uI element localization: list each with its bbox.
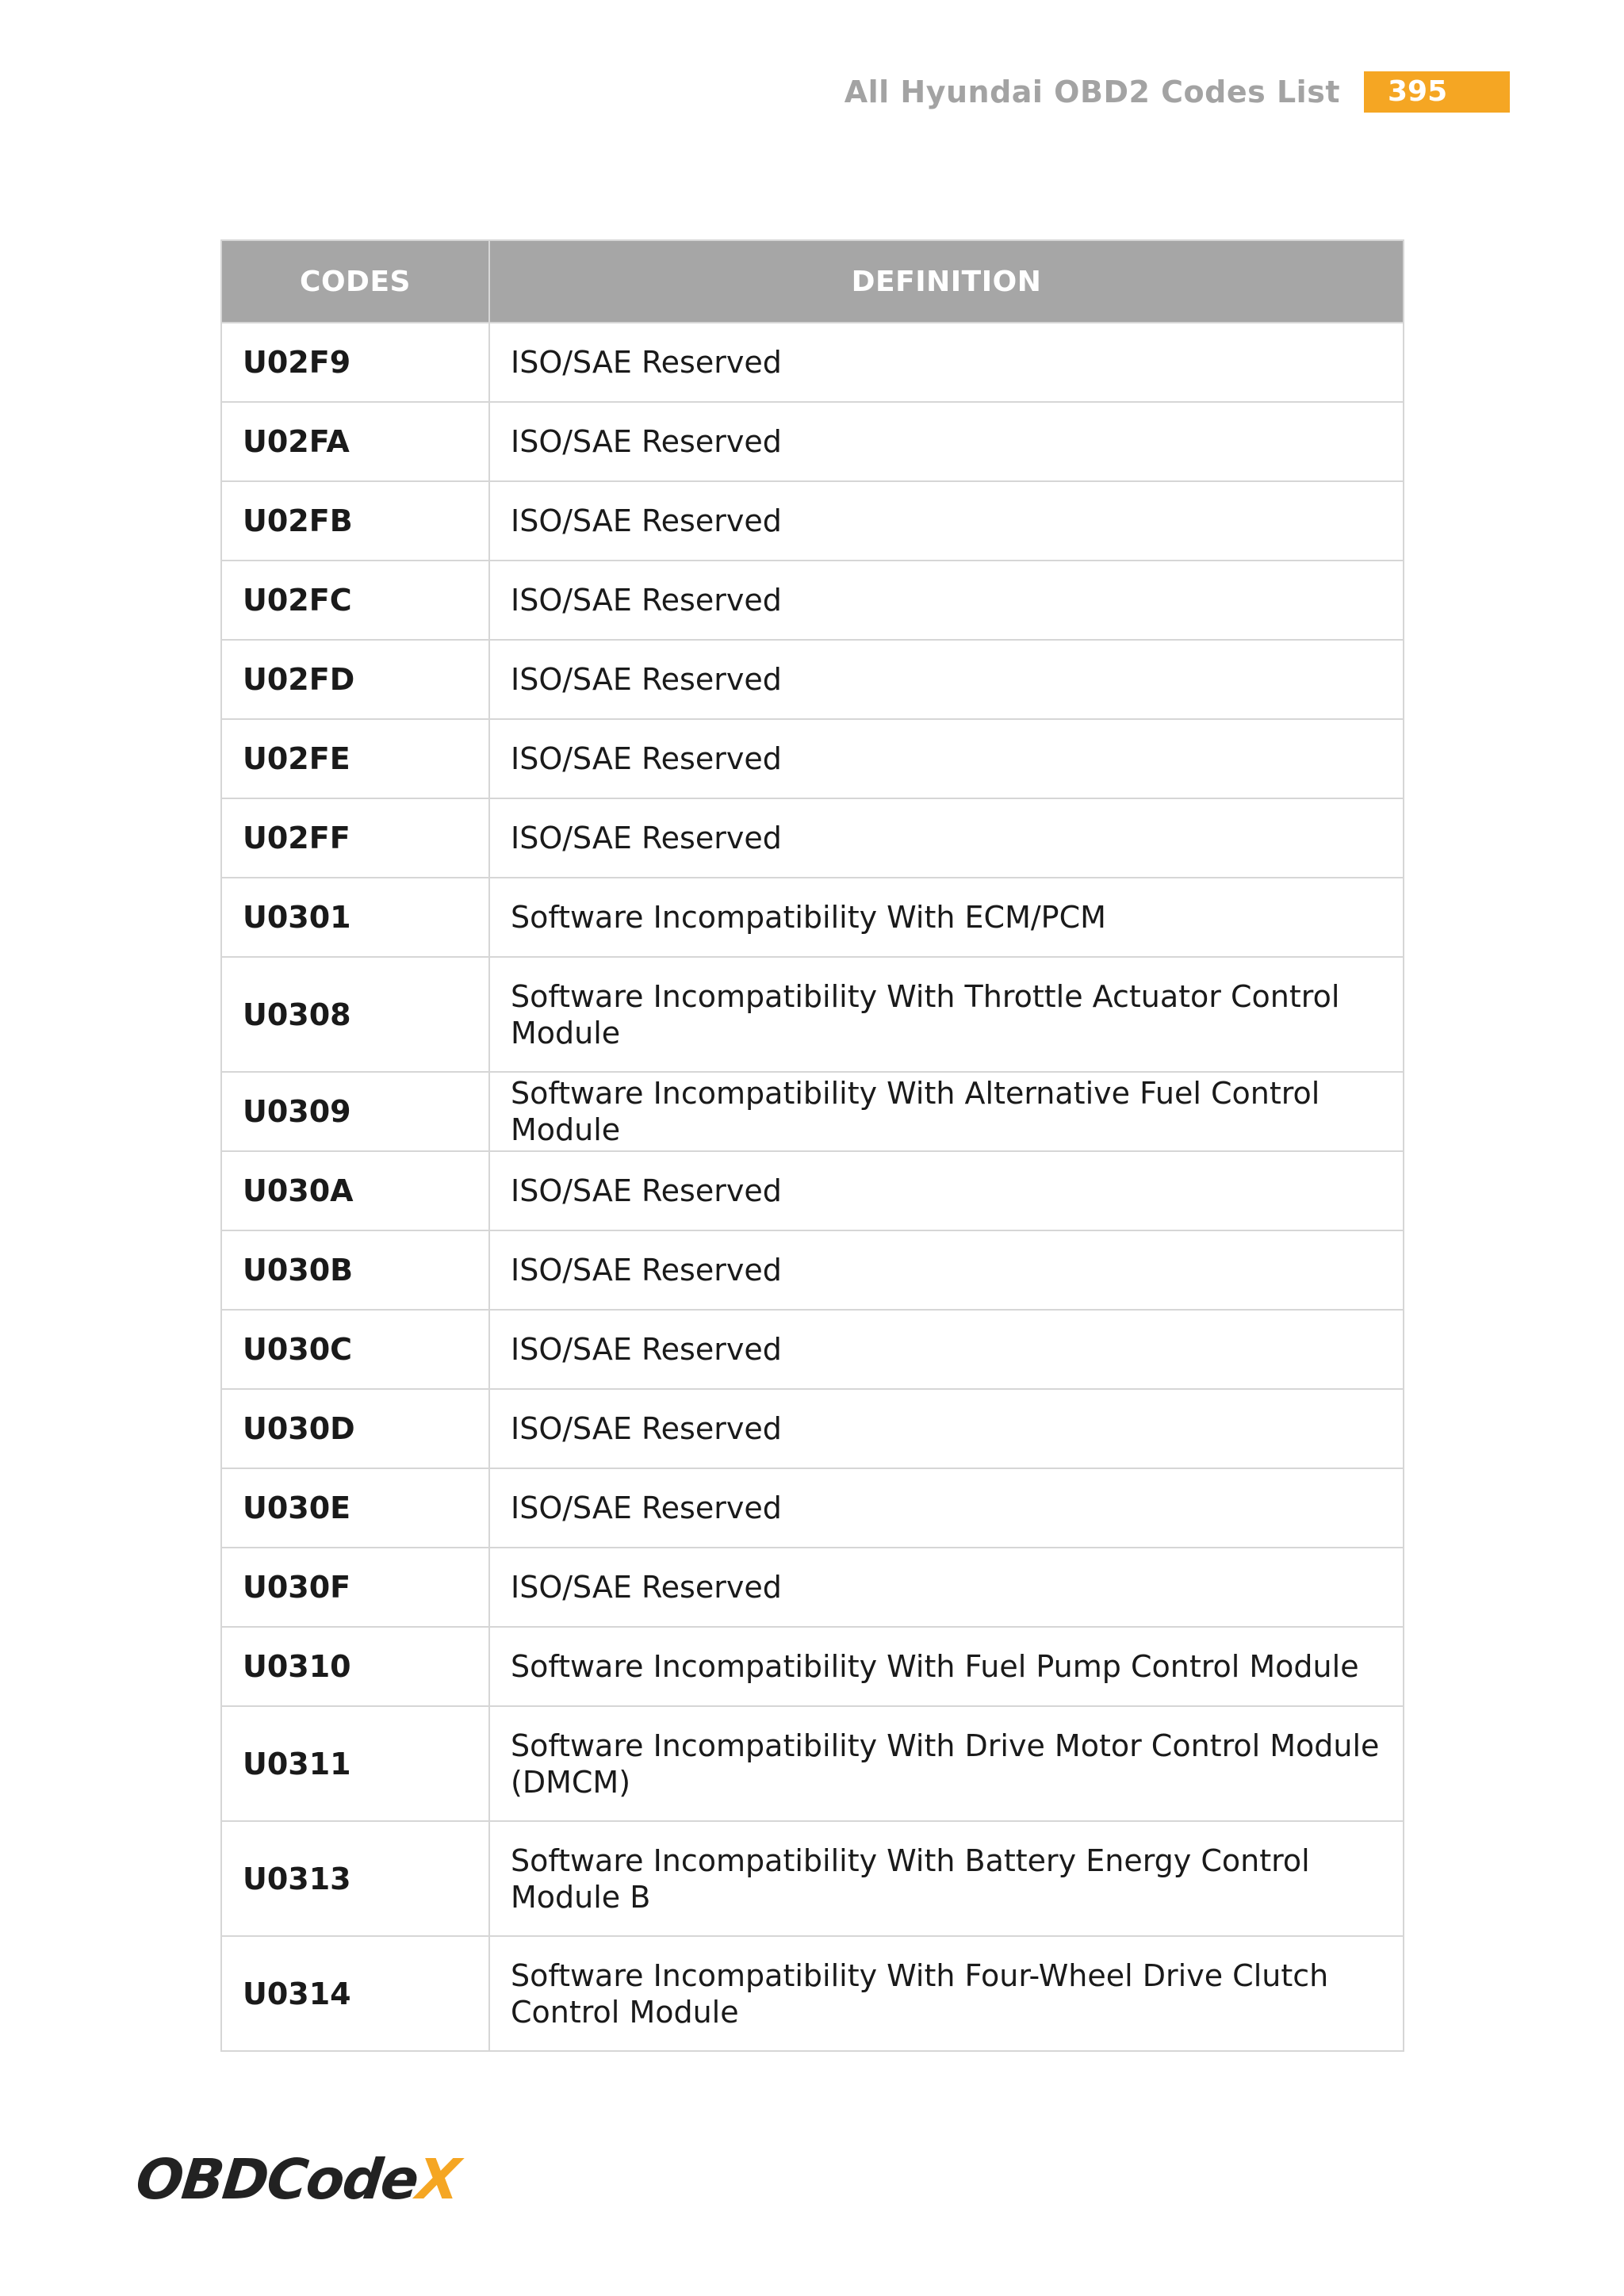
table-row: [221, 1310, 1404, 1389]
codes-table: [220, 239, 1404, 2052]
code-cell: U030A: [221, 1151, 489, 1230]
table-row: [221, 1548, 1404, 1627]
code-cell: U030B: [221, 1230, 489, 1310]
code-cell: U030E: [221, 1468, 489, 1548]
table-row: [221, 719, 1404, 798]
definition-cell: ISO/SAE Reserved: [489, 1548, 1404, 1627]
definition-cell: Software Incompatibility With Drive Motor Control Module (DMCM): [489, 1706, 1404, 1821]
code-cell: U0311: [221, 1706, 489, 1821]
definition-cell: ISO/SAE Reserved: [489, 323, 1404, 402]
code-cell: U0314: [221, 1936, 489, 2051]
page-number-badge: 395: [1364, 71, 1510, 113]
table-row: [221, 1627, 1404, 1706]
table-row: [221, 1468, 1404, 1548]
definition-cell: ISO/SAE Reserved: [489, 798, 1404, 878]
definition-cell: Software Incompatibility With Fuel Pump Control Module: [489, 1627, 1404, 1706]
table-row: [221, 1230, 1404, 1310]
code-cell: U02FC: [221, 561, 489, 640]
definition-cell: ISO/SAE Reserved: [489, 1468, 1404, 1548]
table-row: [221, 323, 1404, 402]
code-cell: U0313: [221, 1821, 489, 1936]
code-cell: U030C: [221, 1310, 489, 1389]
column-header-codes: CODES: [221, 240, 489, 323]
table-row: [221, 402, 1404, 481]
code-cell: U02FF: [221, 798, 489, 878]
table-row: [221, 561, 1404, 640]
definition-cell: ISO/SAE Reserved: [489, 1151, 1404, 1230]
code-cell: U02FA: [221, 402, 489, 481]
page-header: [845, 71, 1510, 113]
table-row: [221, 640, 1404, 719]
definition-cell: Software Incompatibility With ECM/PCM: [489, 878, 1404, 957]
table-row: [221, 1151, 1404, 1230]
definition-cell: ISO/SAE Reserved: [489, 1389, 1404, 1468]
code-cell: U030F: [221, 1548, 489, 1627]
code-cell: U0309: [221, 1072, 489, 1151]
definition-cell: ISO/SAE Reserved: [489, 1230, 1404, 1310]
definition-cell: Software Incompatibility With Battery Energy Control Module B: [489, 1821, 1404, 1936]
code-cell: U02FB: [221, 481, 489, 561]
logo-text: OBDCode: [132, 2147, 421, 2212]
definition-cell: ISO/SAE Reserved: [489, 640, 1404, 719]
table-row: [221, 1936, 1404, 2051]
definition-cell: ISO/SAE Reserved: [489, 481, 1404, 561]
code-cell: U030D: [221, 1389, 489, 1468]
code-cell: U02FE: [221, 719, 489, 798]
table-row: [221, 1389, 1404, 1468]
table-row: [221, 481, 1404, 561]
column-header-definition: DEFINITION: [489, 240, 1404, 323]
code-cell: U02F9: [221, 323, 489, 402]
definition-cell: Software Incompatibility With Alternative Fuel Control Module: [489, 1072, 1404, 1151]
table-row: [221, 957, 1404, 1072]
table-row: [221, 878, 1404, 957]
definition-cell: Software Incompatibility With Four-Wheel Drive Clutch Control Module: [489, 1936, 1404, 2051]
table-row: [221, 1072, 1404, 1151]
code-cell: U0308: [221, 957, 489, 1072]
table-row: [221, 1706, 1404, 1821]
logo-accent: X: [413, 2147, 462, 2212]
code-cell: U02FD: [221, 640, 489, 719]
definition-cell: ISO/SAE Reserved: [489, 719, 1404, 798]
table-row: [221, 798, 1404, 878]
code-cell: U0301: [221, 878, 489, 957]
table-row: [221, 1821, 1404, 1936]
definition-cell: ISO/SAE Reserved: [489, 402, 1404, 481]
document-title: All Hyundai OBD2 Codes List: [844, 75, 1340, 109]
definition-cell: ISO/SAE Reserved: [489, 561, 1404, 640]
definition-cell: Software Incompatibility With Throttle Actuator Control Module: [489, 957, 1404, 1072]
table-header-row: [221, 240, 1404, 323]
code-cell: U0310: [221, 1627, 489, 1706]
obdcodex-logo: [133, 2147, 462, 2212]
definition-cell: ISO/SAE Reserved: [489, 1310, 1404, 1389]
